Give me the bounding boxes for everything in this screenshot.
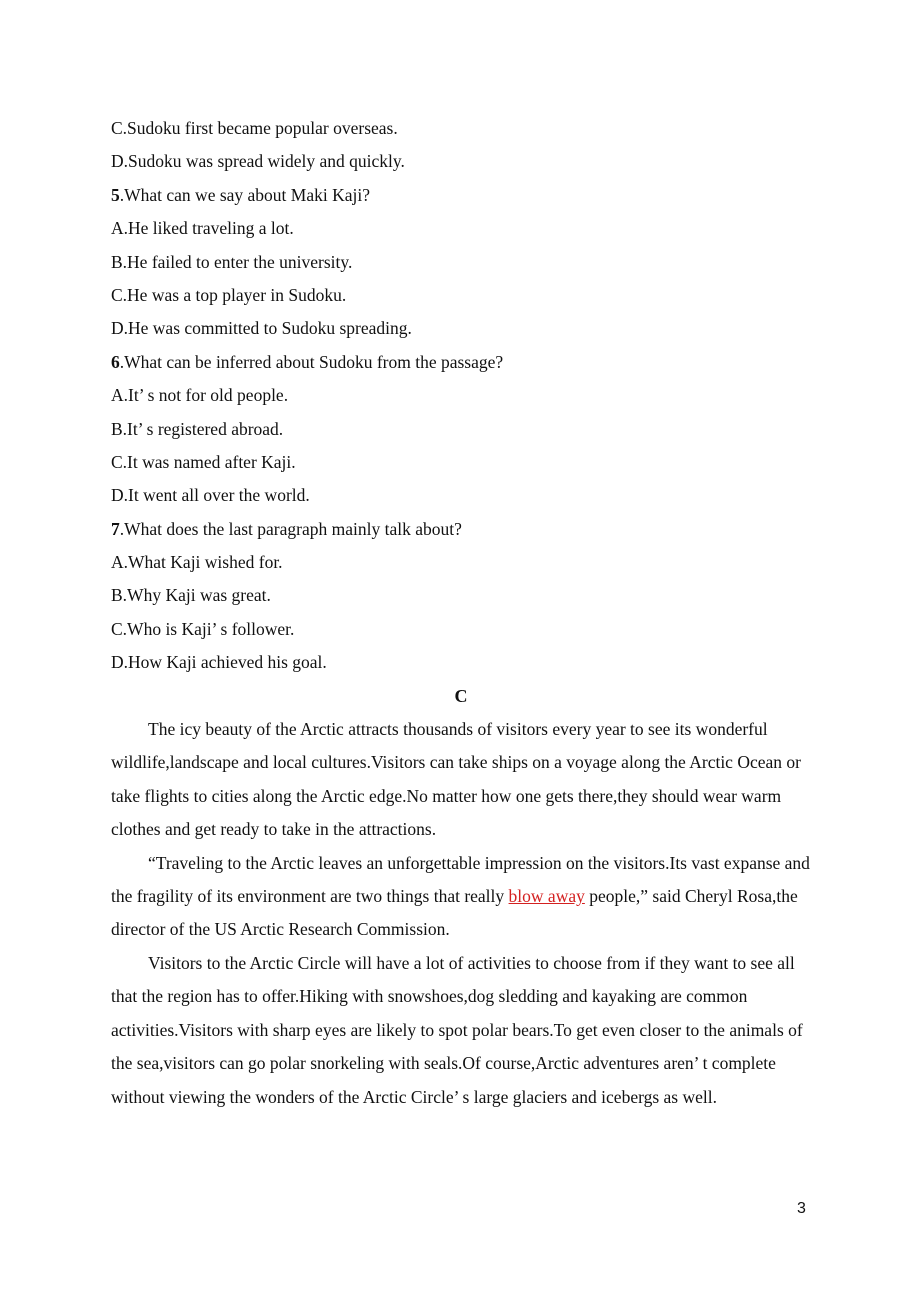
section-title: C	[454, 685, 468, 706]
highlighted-phrase: blow away	[508, 886, 585, 907]
option-line: D.He was committed to Sudoku spreading.	[111, 318, 412, 339]
question-text: .What can be inferred about Sudoku from the passage?	[119, 351, 504, 372]
question-line	[111, 179, 811, 212]
option-line: C.It was named after Kaji.	[111, 451, 296, 472]
question-text: .What does the last paragraph mainly talk about?	[119, 518, 462, 539]
option-line: A.What Kaji wished for.	[111, 552, 283, 573]
option-line: B.He failed to enter the university.	[111, 251, 353, 272]
paragraph-2-text-start: “Traveling to the Arctic leaves an unforgettable impression on the visitors.Its vast expanse and the fragility of its environment are two things that really	[111, 852, 810, 907]
option-line: D.Sudoku was spread widely and quickly.	[111, 151, 405, 172]
option-line: C.He was a top player in Sudoku.	[111, 284, 347, 305]
paragraph-3: Visitors to the Arctic Circle will have a lot of activities to choose from if they want to see all that the region has to offer.Hiking with snowshoes,dog sledding and kayaking are common activities.Visitors with sharp eyes are likely to spot polar bears.To get even closer to the animals of the sea,visitors can go polar snorkeling with seals.Of course,Arctic adventures aren’ t complete without viewing the wonders of the Arctic Circle’ s large glaciers and icebergs as well.	[111, 952, 803, 1107]
option-line: B.Why Kaji was great.	[111, 585, 271, 606]
option-line: A.He liked traveling a lot.	[111, 218, 294, 239]
option-line: C.Who is Kaji’ s follower.	[111, 618, 295, 639]
paragraph-1: The icy beauty of the Arctic attracts thousands of visitors every year to see its wonderful wildlife,landscape and local cultures.Visitors can take ships on a voyage along the Arctic Ocean or take flights to cities along the Arctic edge.No matter how one gets there,they should wear warm clothes and get ready to take in the attractions.	[111, 719, 801, 840]
paragraph-2-text-end: people,” said Cheryl Rosa,the director of the US Arctic Research Commission.	[111, 886, 798, 940]
option-line: A.It’ s not for old people.	[111, 385, 289, 406]
question-text: .What can we say about Maki Kaji?	[119, 184, 371, 205]
question-line	[111, 513, 811, 546]
option-line: D.How Kaji achieved his goal.	[111, 652, 327, 673]
page-number: 3	[797, 1200, 806, 1217]
document-body	[111, 112, 811, 1114]
question-number: 6	[111, 351, 120, 372]
question-number: 5	[111, 184, 120, 205]
question-line	[111, 346, 811, 379]
option-line: B.It’ s registered abroad.	[111, 418, 284, 439]
question-number: 7	[111, 518, 120, 539]
option-line: C.Sudoku first became popular overseas.	[111, 118, 398, 138]
paragraph-2	[111, 847, 811, 947]
option-line: D.It went all over the world.	[111, 485, 310, 506]
